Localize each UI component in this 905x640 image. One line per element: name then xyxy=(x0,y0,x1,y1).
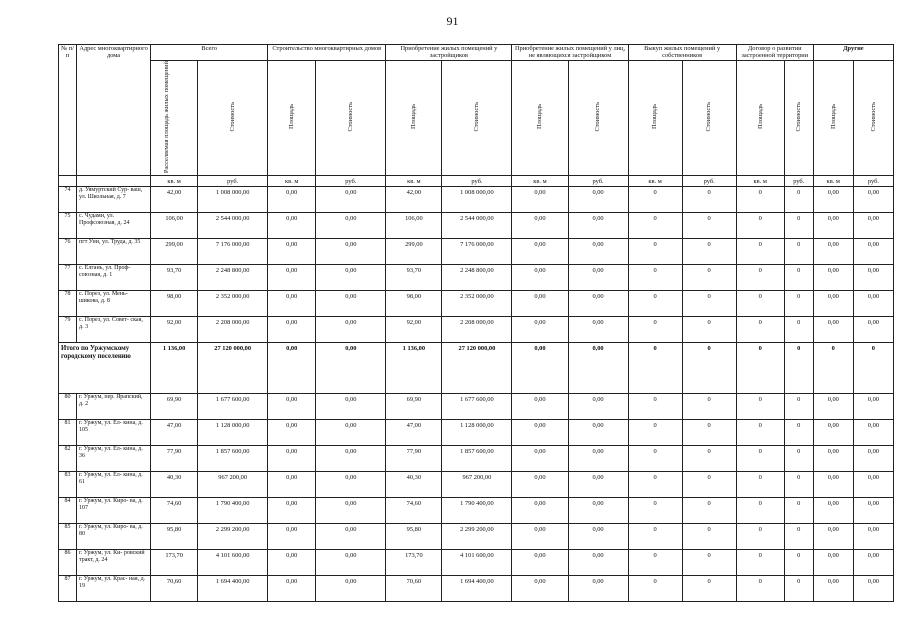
table-row xyxy=(59,472,894,498)
row-number: 80 xyxy=(59,394,77,420)
row-value: 0,00 xyxy=(268,576,316,602)
row-value: 1 857 600,00 xyxy=(442,446,512,472)
row-value: 0,00 xyxy=(268,291,316,317)
row-value: 1 008 000,00 xyxy=(198,187,268,213)
total-value: 0 xyxy=(784,343,813,394)
row-value: 0,00 xyxy=(316,498,386,524)
row-value: 0,00 xyxy=(512,446,568,472)
row-value: 0,00 xyxy=(268,550,316,576)
row-value: 77,90 xyxy=(151,446,198,472)
total-label: Итого по Уржумскому городскому поселению xyxy=(59,343,151,394)
row-value: 0,00 xyxy=(268,524,316,550)
unit-area: кв. м xyxy=(628,176,682,187)
row-value: 0 xyxy=(682,524,736,550)
units-empty xyxy=(77,176,151,187)
row-value: 0,00 xyxy=(813,239,853,265)
table-row xyxy=(59,213,894,239)
row-value: 299,00 xyxy=(151,239,198,265)
total-value: 1 136,00 xyxy=(386,343,442,394)
row-address: г. Уржум, ул. Ел- кина, д. 61 xyxy=(77,472,151,498)
row-value: 0 xyxy=(628,213,682,239)
row-value: 1 128 000,00 xyxy=(442,420,512,446)
row-value: 1 694 400,00 xyxy=(198,576,268,602)
row-value: 1 790 400,00 xyxy=(442,498,512,524)
row-value: 0 xyxy=(628,317,682,343)
table-row xyxy=(59,498,894,524)
subheader-area: Площадь xyxy=(628,60,682,176)
row-address: г. Уржум, пер. Ярапский, д. 2 xyxy=(77,394,151,420)
unit-cost: руб. xyxy=(442,176,512,187)
row-value: 0 xyxy=(682,472,736,498)
row-value: 0 xyxy=(682,420,736,446)
row-value: 42,00 xyxy=(151,187,198,213)
row-value: 0,00 xyxy=(316,239,386,265)
row-value: 0,00 xyxy=(813,420,853,446)
unit-area: кв. м xyxy=(268,176,316,187)
row-value: 0,00 xyxy=(268,498,316,524)
row-value: 0,00 xyxy=(813,524,853,550)
row-value: 0 xyxy=(736,213,784,239)
row-value: 2 248 800,00 xyxy=(198,265,268,291)
row-value: 0,00 xyxy=(568,291,628,317)
row-value: 0,00 xyxy=(568,550,628,576)
row-value: 0 xyxy=(784,576,813,602)
row-value: 0,00 xyxy=(316,213,386,239)
row-value: 0 xyxy=(736,239,784,265)
row-value: 0,00 xyxy=(853,420,893,446)
row-value: 0,00 xyxy=(853,524,893,550)
table-row xyxy=(59,420,894,446)
row-number: 74 xyxy=(59,187,77,213)
row-value: 0,00 xyxy=(568,420,628,446)
row-value: 0 xyxy=(628,291,682,317)
row-value: 1 790 400,00 xyxy=(198,498,268,524)
row-value: 0,00 xyxy=(268,265,316,291)
row-value: 40,30 xyxy=(151,472,198,498)
row-value: 0 xyxy=(628,239,682,265)
row-value: 0 xyxy=(736,291,784,317)
header-address: Адрес многоквартирного дома xyxy=(77,45,151,176)
row-value: 0,00 xyxy=(853,213,893,239)
unit-area: кв. м xyxy=(813,176,853,187)
header-group-total: Всего xyxy=(151,45,268,61)
row-number: 85 xyxy=(59,524,77,550)
header-group-purchase-developers: Приобретение жилых помещений у застройщиков xyxy=(386,45,512,61)
row-value: 0 xyxy=(736,265,784,291)
unit-area: кв. м xyxy=(736,176,784,187)
row-value: 74,60 xyxy=(386,498,442,524)
total-value: 0 xyxy=(628,343,682,394)
table-row xyxy=(59,187,894,213)
row-value: 0,00 xyxy=(853,291,893,317)
row-value: 0,00 xyxy=(853,317,893,343)
row-value: 2 299 200,00 xyxy=(198,524,268,550)
subheader-cost: Стоимость xyxy=(568,60,628,176)
row-value: 0,00 xyxy=(813,213,853,239)
row-value: 47,00 xyxy=(151,420,198,446)
row-value: 40,30 xyxy=(386,472,442,498)
row-value: 0 xyxy=(736,576,784,602)
row-value: 0,00 xyxy=(512,291,568,317)
row-value: 0 xyxy=(784,265,813,291)
row-value: 0,00 xyxy=(268,239,316,265)
total-value: 0,00 xyxy=(512,343,568,394)
header-group-buyout: Выкуп жилых помещений у собственников xyxy=(628,45,736,61)
subheader-cost: Стоимость xyxy=(198,60,268,176)
total-value: 0,00 xyxy=(316,343,386,394)
subheader-area: Площадь xyxy=(268,60,316,176)
row-value: 106,00 xyxy=(151,213,198,239)
row-value: 7 176 000,00 xyxy=(442,239,512,265)
row-value: 0,00 xyxy=(316,187,386,213)
row-value: 0 xyxy=(682,291,736,317)
header-row xyxy=(59,45,894,61)
row-value: 0 xyxy=(628,498,682,524)
row-value: 0,00 xyxy=(568,394,628,420)
total-value: 0,00 xyxy=(268,343,316,394)
row-value: 0 xyxy=(682,317,736,343)
row-value: 95,80 xyxy=(386,524,442,550)
row-value: 0,00 xyxy=(568,187,628,213)
row-value: 0 xyxy=(736,420,784,446)
row-value: 70,60 xyxy=(386,576,442,602)
total-row xyxy=(59,343,894,394)
row-value: 93,70 xyxy=(151,265,198,291)
row-value: 0 xyxy=(682,576,736,602)
row-value: 0 xyxy=(784,187,813,213)
table-body xyxy=(59,187,894,602)
row-value: 0,00 xyxy=(853,576,893,602)
row-value: 0,00 xyxy=(316,317,386,343)
row-value: 0 xyxy=(628,446,682,472)
units-empty xyxy=(59,176,77,187)
row-value: 0,00 xyxy=(568,317,628,343)
row-address: д. Уямуртский Сур- ваш, ул. Школьная, д. 7 xyxy=(77,187,151,213)
row-value: 0 xyxy=(628,524,682,550)
row-value: 967 200,00 xyxy=(198,472,268,498)
table-row xyxy=(59,550,894,576)
total-value: 27 120 000,00 xyxy=(442,343,512,394)
row-value: 0,00 xyxy=(568,213,628,239)
row-value: 0,00 xyxy=(316,291,386,317)
row-value: 0,00 xyxy=(813,394,853,420)
row-number: 87 xyxy=(59,576,77,602)
row-address: г. Уржум, ул. Крас- ная, д. 19 xyxy=(77,576,151,602)
row-number: 86 xyxy=(59,550,77,576)
row-value: 0 xyxy=(784,291,813,317)
row-value: 0,00 xyxy=(512,576,568,602)
row-value: 0 xyxy=(736,550,784,576)
row-value: 0,00 xyxy=(853,446,893,472)
row-value: 0,00 xyxy=(568,265,628,291)
resettlement-table xyxy=(58,44,894,602)
row-value: 7 176 000,00 xyxy=(198,239,268,265)
subheader-area: Площадь xyxy=(512,60,568,176)
row-value: 0,00 xyxy=(268,446,316,472)
row-value: 0 xyxy=(784,550,813,576)
row-value: 0,00 xyxy=(568,498,628,524)
row-value: 0,00 xyxy=(512,239,568,265)
row-value: 0,00 xyxy=(813,317,853,343)
subheader-cost: Стоимость xyxy=(853,60,893,176)
row-value: 0 xyxy=(628,576,682,602)
total-value: 0,00 xyxy=(568,343,628,394)
subheader-area: Площадь xyxy=(813,60,853,176)
row-address: с. Порез, ул. Мень- шикова, д. 8 xyxy=(77,291,151,317)
row-number: 76 xyxy=(59,239,77,265)
row-value: 0 xyxy=(784,472,813,498)
row-address: г. Уржум, ул. Киро- ва, д. 80 xyxy=(77,524,151,550)
header-group-construction: Строительство многоквартирных домов xyxy=(268,45,386,61)
subheader-area: Площадь xyxy=(736,60,784,176)
row-value: 0 xyxy=(736,187,784,213)
row-value: 0,00 xyxy=(316,550,386,576)
row-value: 0 xyxy=(784,239,813,265)
row-value: 69,90 xyxy=(386,394,442,420)
row-value: 95,80 xyxy=(151,524,198,550)
unit-cost: руб. xyxy=(784,176,813,187)
row-value: 173,70 xyxy=(151,550,198,576)
table-row xyxy=(59,265,894,291)
subheader-cost: Стоимость xyxy=(682,60,736,176)
row-value: 2 208 000,00 xyxy=(198,317,268,343)
row-value: 0,00 xyxy=(512,498,568,524)
row-value: 74,60 xyxy=(151,498,198,524)
row-value: 0 xyxy=(784,394,813,420)
row-value: 92,00 xyxy=(386,317,442,343)
table-row xyxy=(59,317,894,343)
row-value: 98,00 xyxy=(386,291,442,317)
row-value: 0 xyxy=(682,394,736,420)
row-value: 0 xyxy=(736,446,784,472)
row-value: 0 xyxy=(784,317,813,343)
row-value: 0 xyxy=(628,472,682,498)
unit-area: кв. м xyxy=(386,176,442,187)
subheader-total-area: Расселяемая площадь жилых помещений xyxy=(151,60,198,176)
total-value: 0 xyxy=(682,343,736,394)
header-group-development-contract: Договор о развитии застроенной территории xyxy=(736,45,813,61)
row-address: пгт Уни, ул. Труда, д. 35 xyxy=(77,239,151,265)
row-value: 0,00 xyxy=(813,472,853,498)
row-value: 0,00 xyxy=(316,472,386,498)
row-value: 0 xyxy=(736,394,784,420)
row-value: 0 xyxy=(736,524,784,550)
row-value: 70,60 xyxy=(151,576,198,602)
row-value: 0 xyxy=(784,524,813,550)
row-value: 0 xyxy=(784,213,813,239)
row-value: 0,00 xyxy=(316,420,386,446)
unit-cost: руб. xyxy=(316,176,386,187)
row-value: 0 xyxy=(736,472,784,498)
row-value: 0 xyxy=(682,550,736,576)
row-address: г. Уржум, ул. Ел- кина, д. 36 xyxy=(77,446,151,472)
row-value: 2 544 000,00 xyxy=(198,213,268,239)
total-value: 0 xyxy=(813,343,853,394)
row-value: 2 352 000,00 xyxy=(198,291,268,317)
row-value: 4 101 600,00 xyxy=(442,550,512,576)
row-value: 0,00 xyxy=(512,187,568,213)
row-value: 0 xyxy=(628,394,682,420)
header-group-other: Другие xyxy=(813,45,893,61)
row-value: 106,00 xyxy=(386,213,442,239)
row-value: 2 208 000,00 xyxy=(442,317,512,343)
subheader-cost: Стоимость xyxy=(442,60,512,176)
row-value: 0,00 xyxy=(568,239,628,265)
row-number: 78 xyxy=(59,291,77,317)
row-value: 0,00 xyxy=(813,498,853,524)
row-number: 84 xyxy=(59,498,77,524)
table-row xyxy=(59,239,894,265)
row-value: 173,70 xyxy=(386,550,442,576)
row-value: 0 xyxy=(682,498,736,524)
subheader-row xyxy=(59,60,894,176)
row-value: 0,00 xyxy=(316,394,386,420)
header-group-purchase-others: Приобретение жилых помещений у лиц, не являющихся застройщиком xyxy=(512,45,628,61)
row-number: 79 xyxy=(59,317,77,343)
row-value: 0 xyxy=(784,420,813,446)
row-value: 0,00 xyxy=(813,291,853,317)
unit-area: кв. м xyxy=(151,176,198,187)
subheader-cost: Стоимость xyxy=(784,60,813,176)
row-value: 0,00 xyxy=(512,317,568,343)
row-address: с. Елгань, ул. Проф- союзная, д. 1 xyxy=(77,265,151,291)
row-value: 0,00 xyxy=(512,420,568,446)
row-value: 0,00 xyxy=(853,550,893,576)
unit-cost: руб. xyxy=(198,176,268,187)
units-row xyxy=(59,176,894,187)
row-value: 0,00 xyxy=(853,498,893,524)
row-value: 42,00 xyxy=(386,187,442,213)
page-number: 91 xyxy=(446,14,459,28)
table-row xyxy=(59,446,894,472)
unit-cost: руб. xyxy=(682,176,736,187)
row-value: 2 544 000,00 xyxy=(442,213,512,239)
row-value: 0 xyxy=(784,498,813,524)
row-value: 0,00 xyxy=(853,187,893,213)
row-value: 0,00 xyxy=(316,265,386,291)
row-value: 0 xyxy=(736,317,784,343)
subheader-area: Площадь xyxy=(386,60,442,176)
row-value: 0 xyxy=(682,446,736,472)
table-row xyxy=(59,291,894,317)
row-value: 0,00 xyxy=(512,394,568,420)
row-value: 0,00 xyxy=(853,239,893,265)
row-address: с. Чудами, ул. Профсоюзная, д. 24 xyxy=(77,213,151,239)
row-value: 1 677 600,00 xyxy=(198,394,268,420)
row-value: 0,00 xyxy=(268,213,316,239)
row-value: 299,00 xyxy=(386,239,442,265)
row-number: 77 xyxy=(59,265,77,291)
row-value: 0 xyxy=(682,265,736,291)
row-value: 0 xyxy=(682,213,736,239)
row-value: 0,00 xyxy=(853,394,893,420)
total-value: 0 xyxy=(853,343,893,394)
row-address: г. Уржум, ул. Киро- ва, д. 107 xyxy=(77,498,151,524)
row-value: 0,00 xyxy=(268,394,316,420)
row-value: 92,00 xyxy=(151,317,198,343)
row-number: 83 xyxy=(59,472,77,498)
row-value: 0,00 xyxy=(568,446,628,472)
row-value: 0,00 xyxy=(853,265,893,291)
unit-area: кв. м xyxy=(512,176,568,187)
row-value: 0,00 xyxy=(512,472,568,498)
row-value: 0,00 xyxy=(512,213,568,239)
row-value: 0 xyxy=(682,187,736,213)
row-value: 0 xyxy=(784,446,813,472)
row-value: 1 008 000,00 xyxy=(442,187,512,213)
row-value: 98,00 xyxy=(151,291,198,317)
table-row xyxy=(59,576,894,602)
row-value: 0 xyxy=(628,265,682,291)
row-value: 1 857 600,00 xyxy=(198,446,268,472)
total-value: 27 120 000,00 xyxy=(198,343,268,394)
row-value: 1 128 000,00 xyxy=(198,420,268,446)
row-value: 0,00 xyxy=(813,576,853,602)
row-value: 0 xyxy=(682,239,736,265)
row-address: г. Уржум, ул. Ел- кина, д. 105 xyxy=(77,420,151,446)
row-number: 75 xyxy=(59,213,77,239)
row-value: 69,90 xyxy=(151,394,198,420)
row-address: с. Порез, ул. Совет- ская, д. 3 xyxy=(77,317,151,343)
row-value: 967 200,00 xyxy=(442,472,512,498)
row-value: 0,00 xyxy=(512,265,568,291)
row-value: 0,00 xyxy=(813,446,853,472)
row-value: 2 352 000,00 xyxy=(442,291,512,317)
row-value: 0,00 xyxy=(568,524,628,550)
row-value: 0 xyxy=(628,187,682,213)
row-value: 0,00 xyxy=(813,265,853,291)
row-value: 0,00 xyxy=(316,446,386,472)
row-value: 0,00 xyxy=(813,550,853,576)
row-value: 0,00 xyxy=(268,187,316,213)
row-value: 2 248 800,00 xyxy=(442,265,512,291)
row-number: 82 xyxy=(59,446,77,472)
total-value: 1 136,00 xyxy=(151,343,198,394)
row-value: 2 299 200,00 xyxy=(442,524,512,550)
row-value: 0,00 xyxy=(268,420,316,446)
row-value: 47,00 xyxy=(386,420,442,446)
row-number: 81 xyxy=(59,420,77,446)
header-no: № п/п xyxy=(59,45,77,176)
row-value: 0,00 xyxy=(813,187,853,213)
row-value: 0 xyxy=(628,420,682,446)
table-row xyxy=(59,524,894,550)
row-value: 0,00 xyxy=(316,524,386,550)
row-value: 1 677 600,00 xyxy=(442,394,512,420)
row-value: 1 694 400,00 xyxy=(442,576,512,602)
unit-cost: руб. xyxy=(568,176,628,187)
row-value: 0 xyxy=(628,550,682,576)
row-value: 0,00 xyxy=(512,524,568,550)
row-value: 0,00 xyxy=(316,576,386,602)
table-row xyxy=(59,394,894,420)
row-value: 4 101 600,00 xyxy=(198,550,268,576)
row-value: 0,00 xyxy=(268,317,316,343)
row-value: 77,90 xyxy=(386,446,442,472)
row-value: 0,00 xyxy=(512,550,568,576)
row-value: 0 xyxy=(736,498,784,524)
row-value: 0,00 xyxy=(853,472,893,498)
row-address: г. Уржум, ул. Ки- ровский тракт, д. 24 xyxy=(77,550,151,576)
row-value: 0,00 xyxy=(568,576,628,602)
unit-cost: руб. xyxy=(853,176,893,187)
row-value: 0,00 xyxy=(568,472,628,498)
subheader-cost: Стоимость xyxy=(316,60,386,176)
row-value: 0,00 xyxy=(268,472,316,498)
total-value: 0 xyxy=(736,343,784,394)
row-value: 93,70 xyxy=(386,265,442,291)
